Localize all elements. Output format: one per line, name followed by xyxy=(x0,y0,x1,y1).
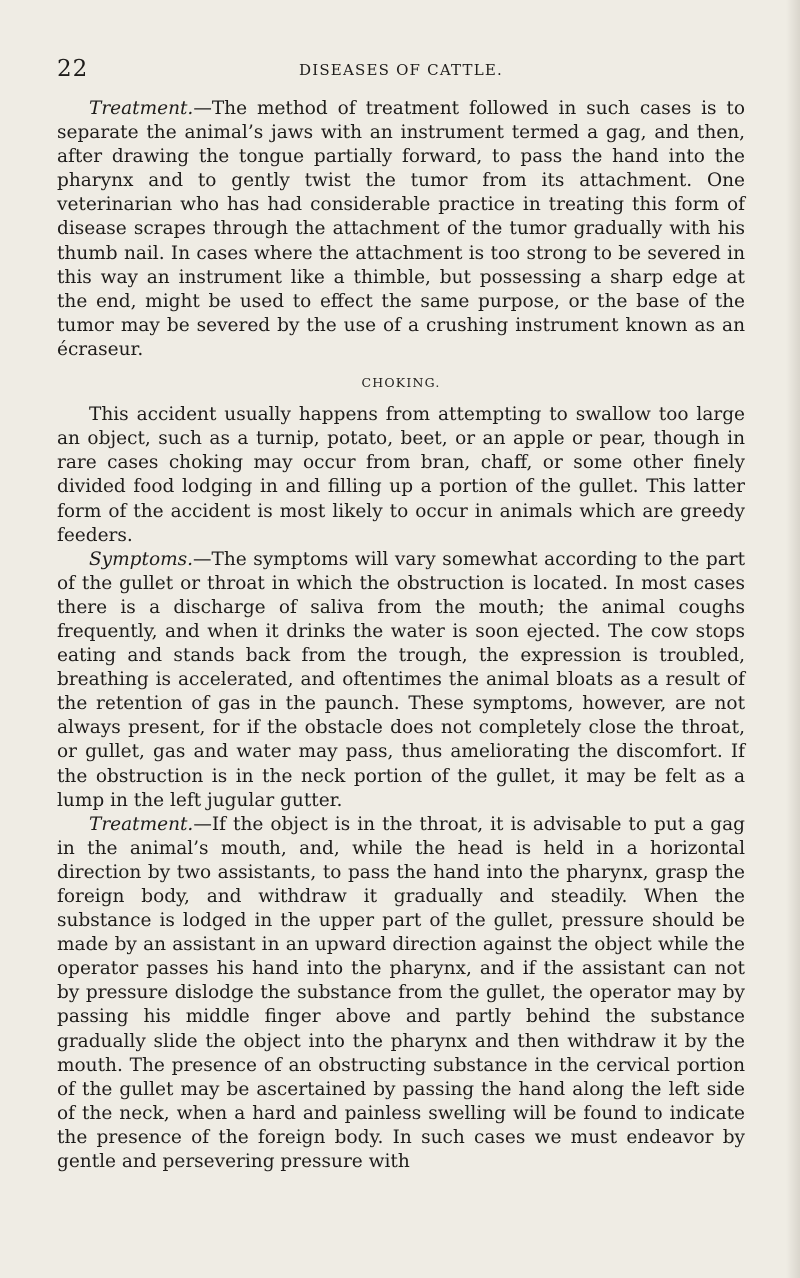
paragraph-lead-treatment: Treatment. xyxy=(89,813,194,835)
paragraph-body: —The symptoms will vary somewhat according to the part of the gullet or throat in which the obstruction is located. In most cases there is a discharge of saliva from the mouth; the animal coughs frequently, and when it drinks the water is soon ejected. The cow stops eating and stands back from the trough, the expression is troubled, breathing is accelerated, and oftentimes the animal bloats as a result of the retention of gas in the paunch. These symptoms, however, are not always present, for if the obstacle does not completely close the throat, or gullet, gas and water may pass, thus ameliorating the discomfort. If the obstruction is in the neck portion of the gullet, it may be felt as a lump in the left jugular gutter. xyxy=(57,548,745,811)
paragraph-symptoms xyxy=(57,548,745,813)
paragraph-body: —If the object is in the throat, it is advisable to put a gag in the animal’s mouth, and, while the head is held in a horizontal direction by two assistants, to pass the hand into the pharynx, grasp the foreign body, and withdraw it gradually and steadily. When the substance is lodged in the upper part of the gullet, pressure should be made by an assistant in an upward direction against the object while the operator passes his hand into the pharynx, and if the assistant can not by pressure dislodge the substance from the gullet, the operator may by passing his middle finger above and partly behind the substance gradually slide the object into the pharynx and then withdraw it by the mouth. The presence of an obstructing substance in the cervical portion of the gullet may be ascertained by passing the hand along the left side of the neck, when a hard and painless swelling will be found to indicate the presence of the foreign body. In such cases we must endeavor by gentle and persevering pressure with xyxy=(57,813,745,1173)
page-edge xyxy=(786,0,800,1278)
paragraph-lead-symptoms: Symptoms. xyxy=(89,548,193,570)
running-title: DISEASES OF CATTLE. xyxy=(298,61,503,79)
body-text xyxy=(57,97,745,1174)
section-heading-choking: CHOKING. xyxy=(361,375,441,391)
paragraph-treatment-choking xyxy=(57,813,745,1174)
running-head xyxy=(57,56,745,86)
paragraph-treatment-tumor xyxy=(57,97,745,362)
paragraph-body: —The method of treatment followed in such cases is to separate the animal’s jaws with an instrument termed a gag, and then, after drawing the tongue partially forward, to pass the hand into the pharynx and to gently twist the tumor from its attachment. One veterinarian who has had considerable practice in treating this form of disease scrapes through the attachment of the tumor gradually with his thumb nail. In cases where the attachment is too strong to be severed in this way an instrument like a thimble, but possessing a sharp edge at the end, might be used to effect the same purpose, or the base of the tumor may be severed by the use of a crushing instrument known as an écraseur. xyxy=(57,98,745,360)
page-number: 22 xyxy=(57,56,89,82)
paragraph-body: This accident usually happens from attempting to swallow too large an object, such as a turnip, potato, beet, or an apple or pear, though in rare cases choking may occur from bran, chaff, or some other finely divided food lodging in and filling up a portion of the gullet. This latter form of the accident is most likely to occur in animals which are greedy feeders. xyxy=(57,404,745,546)
paragraph-lead-treatment: Treatment. xyxy=(89,98,194,119)
paragraph-choking-intro xyxy=(57,403,745,548)
